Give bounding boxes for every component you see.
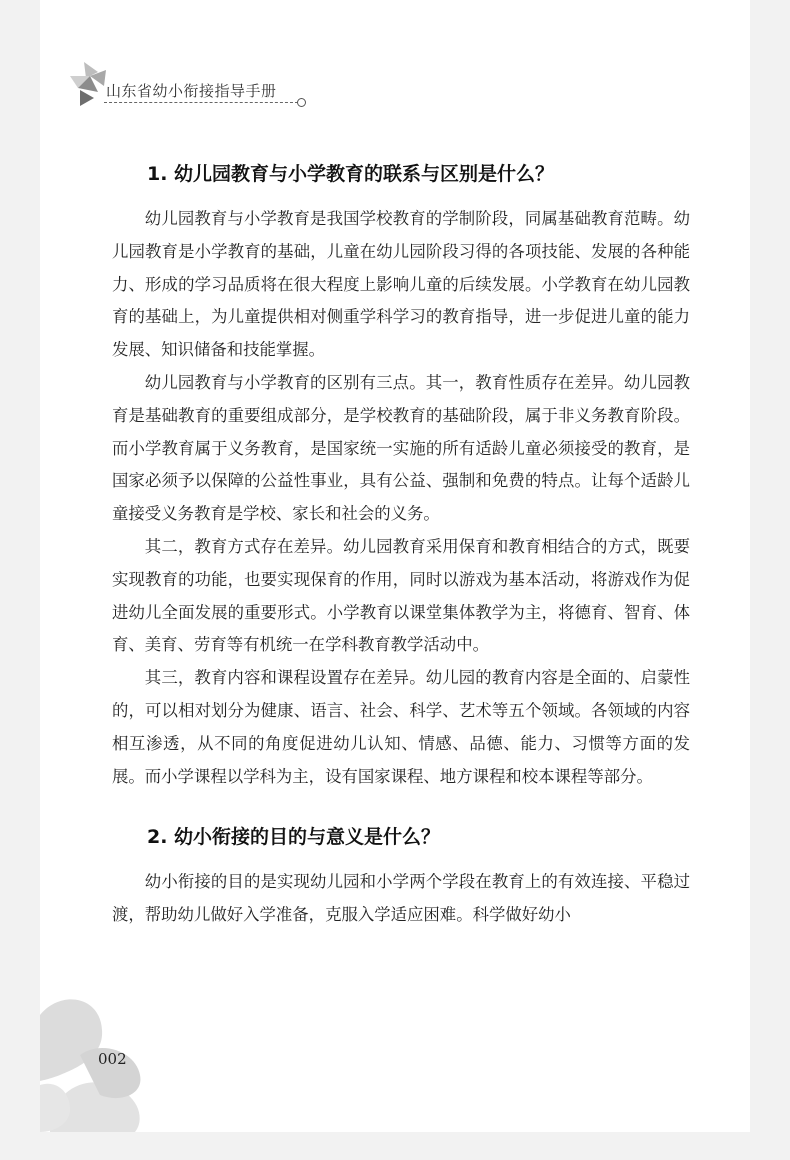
running-header-title: 山东省幼小衔接指导手册 — [106, 82, 277, 100]
section-heading-1: 1. 幼儿园教育与小学教育的联系与区别是什么？ — [147, 163, 555, 185]
book-page — [40, 0, 750, 1132]
section-heading-2: 2. 幼小衔接的目的与意义是什么？ — [147, 826, 441, 849]
page-number: 002 — [98, 1050, 127, 1068]
paragraph: 幼儿园教育与小学教育是我国学校教育的学制阶段，同属基础教育范畴。幼儿园教育是小学教育的基础，儿童在幼儿园阶段习得的各项技能、发展的各种能力、形成的学习品质将在很大程度上影响儿童的后续发展。小学教育在幼儿园教育的基础上，为儿童提供相对侧重学科学习的教育指导，进一步促进儿童的能力发展、知识储备和技能掌握。 — [112, 209, 690, 360]
header-divider — [104, 102, 298, 103]
page-content — [112, 158, 690, 932]
paragraph: 幼儿园教育与小学教育的区别有三点。其一，教育性质存在差异。幼儿园教育是基础教育的重要组成部分，是学校教育的基础阶段，属于非义务教育阶段。而小学教育属于义务教育，是国家统一实施的所有适龄儿童必须接受的教育，是国家必须予以保障的公益性事业，具有公益、强制和免费的特点。让每个适龄儿童接受义务教育是学校、家长和社会的义务。 — [112, 372, 690, 524]
paragraph: 其三，教育内容和课程设置存在差异。幼儿园的教育内容是全面的、启蒙性的，可以相对划分为健康、语言、社会、科学、艺术等五个领域。各领域的内容相互渗透，从不同的角度促进幼儿认知、情感、品德、能力、习惯等方面的发展。而小学课程以学科为主，设有国家课程、地方课程和校本课程等部分。 — [112, 668, 690, 786]
paragraph: 幼小衔接的目的是实现幼儿园和小学两个学段在教育上的有效连接、平稳过渡，帮助幼儿做好入学准备，克服入学适应困难。科学做好幼小 — [112, 872, 690, 925]
header-divider-end-circle — [297, 98, 306, 107]
paragraph: 其二，教育方式存在差异。幼儿园教育采用保育和教育相结合的方式，既要实现教育的功能，也要实现保育的作用，同时以游戏为基本活动，将游戏作为促进幼儿全面发展的重要形式。小学教育以课堂集体教学为主，将德育、智育、体育、美育、劳育等有机统一在学科教育教学活动中。 — [112, 536, 690, 655]
